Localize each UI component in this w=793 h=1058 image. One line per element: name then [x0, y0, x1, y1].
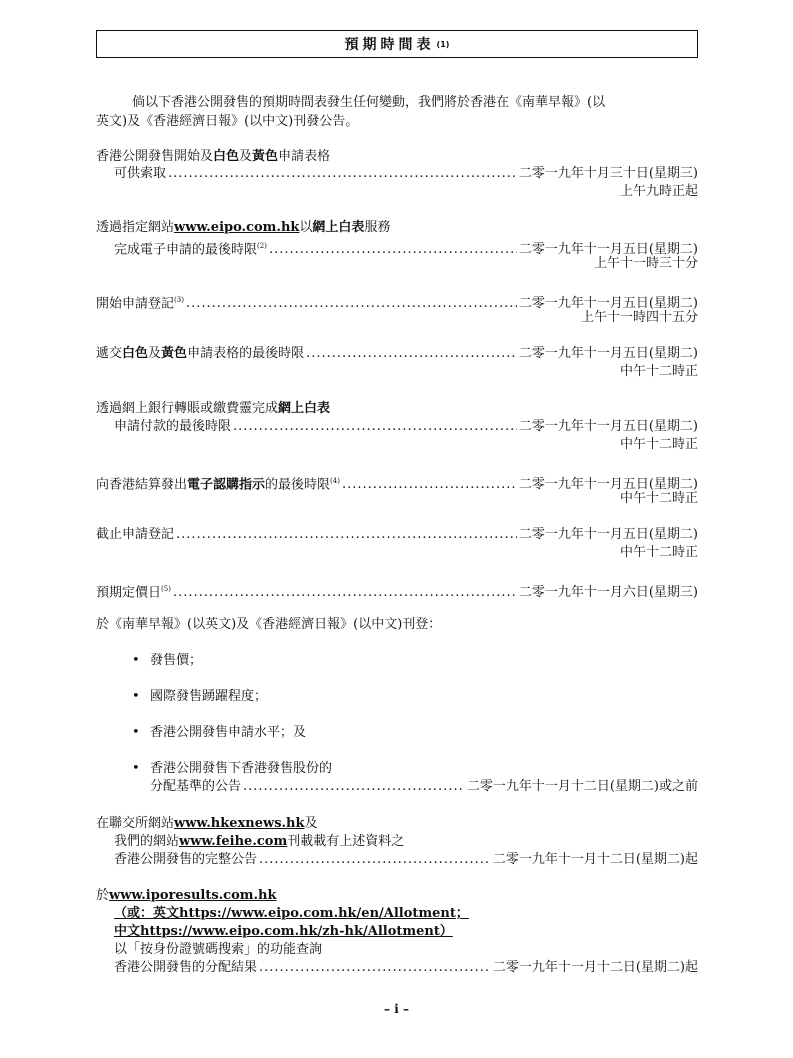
row6-time: 中午十二時正: [619, 491, 698, 506]
bullet-dot: •: [132, 689, 140, 704]
row3-line1: 開始申請登記$^{(3)}$ ..... 二零一九年十一月五日(星期二): [96, 291, 698, 313]
bullet-4-line1: 香港公開發售下香港發售股份的: [150, 761, 333, 776]
bullet-dot: •: [132, 653, 140, 668]
web-line1: 在聯交所網站www.hkexnews.hk及: [96, 816, 318, 831]
results-line4: 以「按身份證號碼搜索」的功能查詢: [114, 942, 323, 957]
intro-line-1: 倘以下香港公開發售的預期時間表發生任何變動，我們將於香港在《南華早報》(以: [132, 95, 606, 110]
feihe-link[interactable]: www.feihe.com: [179, 834, 288, 849]
bullet-4-line2: 分配基準的公告 ..... 二零一九年十一月十二日(星期二)或之前: [150, 778, 698, 796]
row4-time: 中午十二時正: [619, 364, 698, 379]
row5-time: 中午十二時正: [619, 437, 698, 452]
row6-line1: 向香港結算發出電子認購指示的最後時限$^{(4)}$ ..... 二零一九年十一月五日(星期二): [96, 472, 698, 494]
row2-line2: 完成電子申請的最後時限$^{(2)}$ ..... 二零一九年十一月五日(星期二): [114, 237, 698, 259]
results-line3[interactable]: 中文https://www.eipo.com.hk/zh-hk/Allotment）: [114, 924, 453, 939]
row2-time: 上午十一時三十分: [593, 256, 698, 271]
intro-line-2: 英文)及《香港經濟日報》(以中文)刊發公告。: [96, 114, 359, 129]
row3-time: 上午十一時四十五分: [580, 310, 698, 325]
bullet-2: 國際發售踴躍程度；: [150, 689, 268, 704]
bullet-3: 香港公開發售申請水平；及: [150, 725, 307, 740]
iporesults-link[interactable]: www.iporesults.com.hk: [109, 888, 277, 903]
results-line1: 於www.iporesults.com.hk: [96, 888, 277, 903]
web-line3: 香港公開發售的完整公告 ..... 二零一九年十一月十二日(星期二)起: [114, 851, 698, 869]
bullet-dot: •: [132, 725, 140, 740]
hkexnews-link[interactable]: www.hkexnews.hk: [174, 816, 305, 831]
bullet-dot: •: [132, 761, 140, 776]
web-line2: 我們的網站www.feihe.com刊載載有上述資料之: [114, 834, 405, 849]
row7-line1: 截止申請登記 ..... 二零一九年十一月五日(星期二): [96, 526, 698, 544]
row7-time: 中午十二時正: [619, 545, 698, 560]
row5-line1: 透過網上銀行轉賬或繳費靈完成網上白表: [96, 401, 331, 416]
bullet-1: 發售價；: [150, 653, 203, 668]
row1-time: 上午九時正起: [619, 184, 698, 199]
results-line2[interactable]: （或：英文https://www.eipo.com.hk/en/Allotment；: [114, 906, 469, 921]
row1-line2: 可供索取 ..... 二零一九年十月三十日(星期三): [114, 165, 698, 183]
results-line5: 香港公開發售的分配結果 ..... 二零一九年十一月十二日(星期二)起: [114, 959, 698, 977]
row8-line1: 預期定價日$^{(5)}$ ..... 二零一九年十一月六日(星期三): [96, 580, 698, 602]
row2-line1: 透過指定網站www.eipo.com.hk以網上白表服務: [96, 220, 391, 235]
publish-line: 於《南華早報》(以英文)及《香港經濟日報》(以中文)刊登：: [96, 617, 442, 632]
row1-line1: 香港公開發售開始及白色及黃色申請表格: [96, 149, 331, 164]
eipo-link[interactable]: www.eipo.com.hk: [174, 220, 300, 235]
page-title: 預期時間表 (1): [96, 30, 698, 58]
row4-line1: 遞交白色及黃色申請表格的最後時限 ..... 二零一九年十一月五日(星期二): [96, 345, 698, 363]
page-number: – i –: [384, 1002, 409, 1016]
row5-line2: 申請付款的最後時限 ..... 二零一九年十一月五日(星期二): [114, 418, 698, 436]
